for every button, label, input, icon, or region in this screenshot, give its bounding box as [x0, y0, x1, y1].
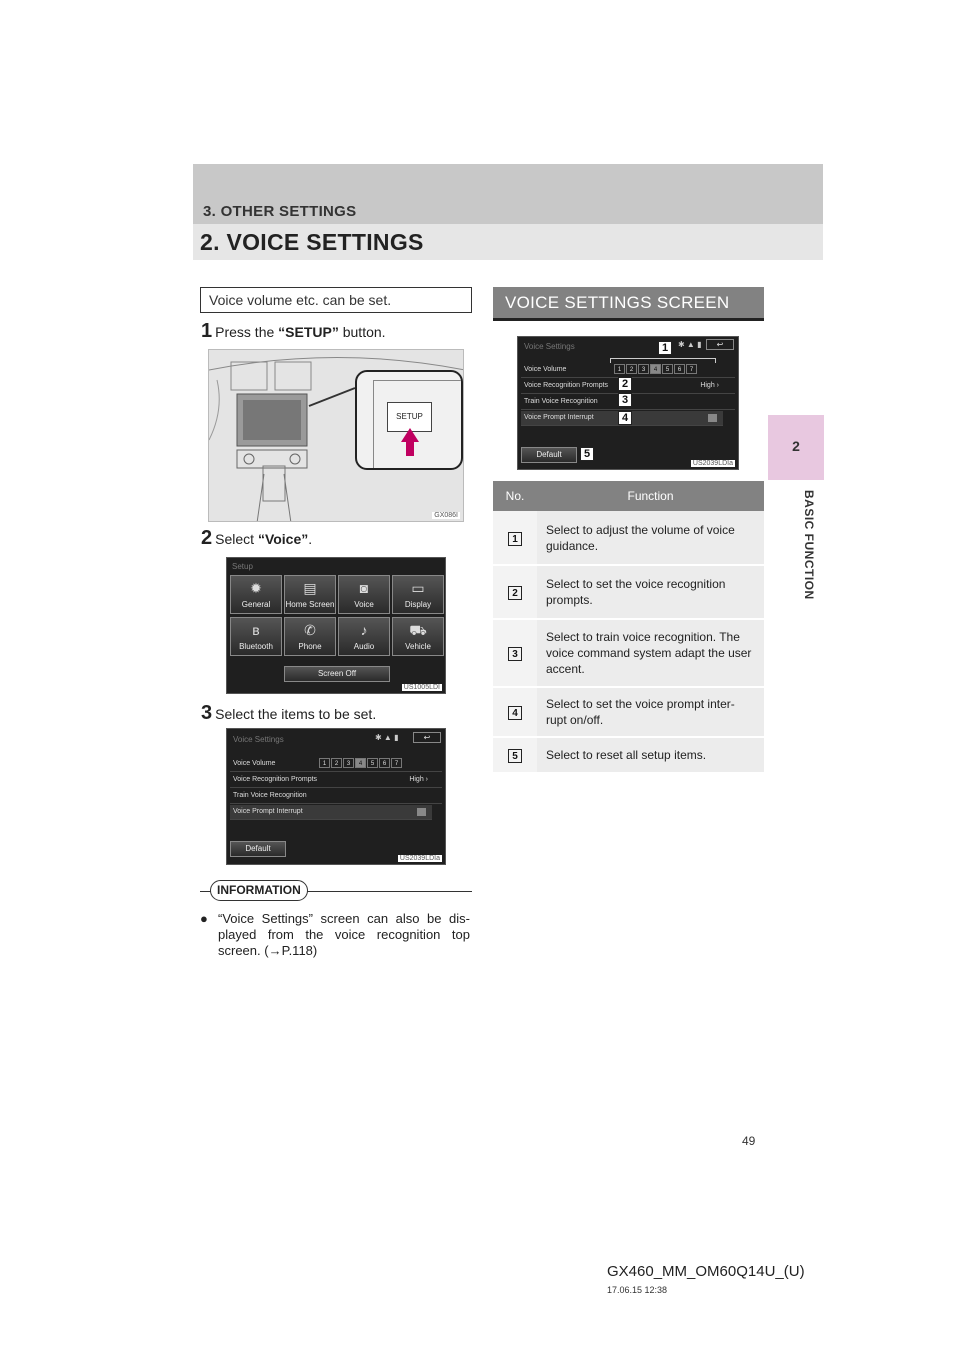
row-function-cell: Select to adjust the volume of voice guidance. — [537, 511, 764, 565]
voice-icon: ◙ — [359, 580, 369, 596]
bullet-icon: ● — [200, 911, 208, 926]
arrow-up-icon — [401, 428, 419, 442]
console-illustration — [208, 349, 464, 522]
volume-selector[interactable] — [613, 364, 697, 374]
default-button[interactable]: Default — [230, 841, 286, 857]
step-number: 2 — [201, 527, 213, 549]
phone-icon: ✆ — [304, 622, 316, 638]
volume-level[interactable]: 6 — [379, 758, 390, 768]
prompts-value: High › — [409, 776, 428, 783]
step-number: 1 — [201, 320, 213, 342]
screen-title: Voice Settings — [524, 342, 575, 351]
volume-level[interactable]: 2 — [331, 758, 342, 768]
tile-label: Bluetooth — [239, 642, 273, 651]
information-heading: INFORMATION — [210, 880, 308, 901]
row-label: Voice Prompt Interrupt — [524, 414, 594, 421]
page-title: 2. VOICE SETTINGS — [200, 229, 424, 255]
step-text-end: button. — [338, 324, 386, 340]
gear-icon: ✹ — [250, 580, 262, 596]
voice-prompt-interrupt-row[interactable] — [230, 805, 432, 820]
callout-1: 1 — [658, 341, 672, 355]
zoom-callout — [355, 370, 463, 470]
row-number-cell — [493, 687, 537, 737]
home-screen-tile[interactable] — [284, 575, 336, 614]
bluetooth-icon: ʙ — [252, 622, 260, 638]
figure-caption: US2039LDIa — [399, 855, 440, 862]
home-screen-icon: ▤ — [303, 580, 317, 596]
table-row — [493, 687, 764, 737]
voice-tile[interactable] — [338, 575, 390, 614]
setup-button[interactable]: SETUP — [387, 402, 432, 432]
volume-level[interactable]: 2 — [626, 364, 637, 374]
row-label: Voice Recognition Prompts — [233, 776, 318, 783]
section-banner: VOICE SETTINGS SCREEN — [493, 287, 764, 321]
row-function-cell: Select to set the voice recognition prompts. — [537, 565, 764, 619]
row-label: Voice Prompt Interrupt — [233, 808, 303, 815]
tile-label: Voice — [354, 600, 374, 609]
number-box: 2 — [508, 586, 522, 600]
tile-label: General — [241, 600, 271, 609]
figure-caption: GX086I — [434, 512, 458, 519]
row-label: Train Voice Recognition — [233, 792, 307, 799]
general-tile[interactable] — [230, 575, 282, 614]
volume-level[interactable]: 7 — [686, 364, 697, 374]
step-number: 3 — [201, 702, 213, 724]
bluetooth-tile[interactable] — [230, 617, 282, 656]
number-box: 4 — [508, 706, 522, 720]
volume-level[interactable]: 1 — [614, 364, 625, 374]
setup-screen — [226, 557, 446, 694]
voice-recognition-prompts-row[interactable] — [230, 773, 442, 788]
row-label: Voice Recognition Prompts — [524, 382, 609, 389]
tile-label: Display — [404, 600, 432, 609]
step-keyword: “Voice” — [257, 531, 309, 547]
table-row — [493, 619, 764, 687]
callout-4: 4 — [618, 411, 632, 425]
column-header-function: Function — [537, 481, 764, 511]
row-number-cell — [493, 511, 537, 565]
screen-off-button[interactable]: Screen Off — [284, 666, 390, 682]
callout-3: 3 — [618, 393, 632, 407]
default-button[interactable]: Default — [521, 447, 577, 463]
step-text-end: . — [308, 531, 313, 547]
step-text: Press the — [215, 324, 279, 340]
row-number-cell — [493, 737, 537, 773]
display-tile[interactable] — [392, 575, 444, 614]
page-number: 49 — [742, 1134, 756, 1148]
row-number-cell — [493, 565, 537, 619]
step-text: Select — [215, 531, 258, 547]
print-timestamp: 17.06.15 12:38 — [607, 1285, 668, 1295]
voice-volume-row[interactable] — [230, 757, 442, 772]
row-number-cell — [493, 619, 537, 687]
volume-level-selected[interactable]: 4 — [650, 364, 661, 374]
step-text: Select the items to be set. — [215, 706, 377, 722]
volume-level-selected[interactable]: 4 — [355, 758, 366, 768]
vehicle-tile[interactable] — [392, 617, 444, 656]
number-box: 5 — [508, 749, 522, 763]
number-box: 1 — [508, 532, 522, 546]
row-function-cell: Select to reset all setup items. — [537, 737, 764, 773]
status-icons: ✱ ▲ ▮ — [678, 340, 702, 349]
toggle-indicator-icon[interactable] — [417, 808, 426, 816]
volume-level[interactable]: 3 — [638, 364, 649, 374]
tile-label: Home Screen — [285, 600, 335, 609]
music-note-icon: ♪ — [360, 622, 368, 638]
audio-tile[interactable] — [338, 617, 390, 656]
voice-volume-row[interactable] — [521, 363, 735, 378]
row-label: Voice Volume — [233, 760, 276, 767]
prompts-value: High › — [700, 382, 719, 389]
back-arrow-icon: ↩ — [423, 733, 431, 742]
figure-caption: US2039LDIa — [692, 460, 733, 467]
chapter-label: BASIC FUNCTION — [802, 490, 816, 600]
tile-label: Phone — [298, 642, 322, 651]
volume-level[interactable]: 7 — [391, 758, 402, 768]
column-header-no: No. — [493, 481, 537, 511]
volume-level[interactable]: 6 — [674, 364, 685, 374]
step-1 — [201, 320, 386, 343]
voice-settings-screen-annotated — [517, 336, 739, 470]
display-icon: ▭ — [411, 580, 425, 596]
information-note — [200, 911, 470, 959]
intro-box: Voice volume etc. can be set. — [200, 287, 472, 313]
number-box: 3 — [508, 647, 522, 661]
volume-selector[interactable] — [318, 758, 402, 768]
back-button[interactable] — [413, 732, 441, 743]
callout-2: 2 — [618, 377, 632, 391]
section-label: 3. OTHER SETTINGS — [203, 203, 357, 220]
row-function-cell: Select to set the voice prompt inter-rupt on/off. — [537, 687, 764, 737]
back-arrow-icon: ↩ — [716, 340, 724, 349]
step-keyword: “SETUP” — [278, 324, 339, 340]
car-icon: ⛟ — [409, 622, 427, 638]
row-label: Voice Volume — [524, 366, 567, 373]
callout-5: 5 — [580, 447, 594, 461]
row-function-cell: Select to train voice recognition. The voice command system adapt the user accent. — [537, 619, 764, 687]
row-label: Train Voice Recognition — [524, 398, 598, 405]
voice-settings-screen — [226, 728, 446, 865]
table-row — [493, 511, 764, 565]
table-header-row — [493, 481, 764, 511]
chapter-number: 2 — [792, 438, 800, 454]
screen-title: Setup — [232, 562, 253, 571]
table-row — [493, 737, 764, 773]
status-icons: ✱ ▲ ▮ — [375, 733, 399, 742]
volume-level[interactable]: 5 — [662, 364, 673, 374]
toggle-indicator-icon[interactable] — [708, 414, 717, 422]
table-row — [493, 565, 764, 619]
back-button[interactable] — [706, 339, 734, 350]
arrow-stem — [406, 442, 414, 456]
step-2 — [201, 527, 312, 550]
screen-title: Voice Settings — [233, 735, 284, 744]
train-voice-recognition-row[interactable] — [230, 789, 442, 804]
step-3 — [201, 702, 376, 725]
document-code: GX460_MM_OM60Q14U_(U) — [607, 1263, 805, 1280]
tile-label: Vehicle — [405, 642, 431, 651]
volume-level[interactable]: 3 — [343, 758, 354, 768]
volume-level[interactable]: 1 — [319, 758, 330, 768]
information-text: “Voice Settings” screen can also be dis-played from the voice recognition top screen. (→P.118) — [218, 911, 470, 958]
figure-caption: US1005LDI — [403, 684, 440, 691]
phone-tile[interactable] — [284, 617, 336, 656]
function-table — [493, 481, 764, 774]
tile-label: Audio — [353, 642, 375, 651]
volume-level[interactable]: 5 — [367, 758, 378, 768]
